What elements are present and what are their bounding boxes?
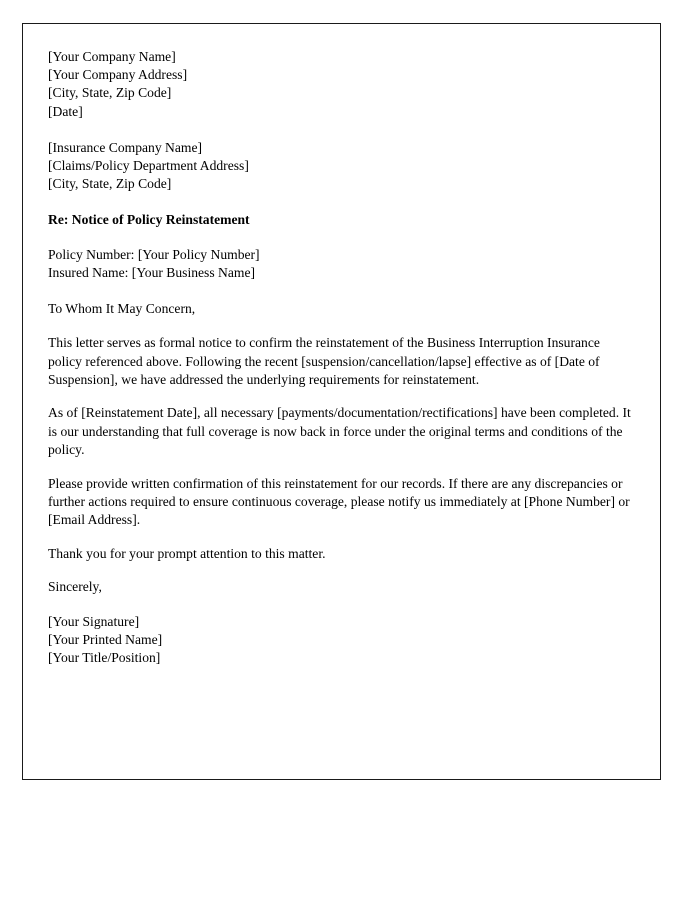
policy-number-line: Policy Number: [Your Policy Number] — [48, 246, 260, 262]
sender-company-name: [Your Company Name] — [48, 49, 176, 64]
sender-city-state-zip: [City, State, Zip Code] — [48, 85, 172, 101]
recipient-city-state-zip: [City, State, Zip Code] — [48, 176, 172, 192]
title-position-placeholder: [Your Title/Position] — [48, 649, 161, 665]
body-paragraph-1: This letter serves as formal notice to confirm the reinstatement of the Business Interruption Insurance policy referenced above. Following the recent [suspension/cancellation/lapse] effective as of [Date of Suspension], we have addressed the underlying requirements for reinstatement. — [48, 335, 600, 388]
signature-block — [48, 613, 636, 668]
closing-thanks-paragraph: Thank you for your prompt attention to this matter. — [48, 545, 326, 561]
recipient-department-address: [Claims/Policy Department Address] — [48, 158, 249, 174]
signature-placeholder: [Your Signature] — [48, 613, 140, 629]
body-paragraph-2: As of [Reinstatement Date], all necessary [payments/documentation/rectifications] have been completed. It is our understanding that full coverage is now back in force under the original terms and conditions of the policy. — [48, 405, 631, 458]
recipient-address-block — [48, 139, 636, 194]
page-border — [22, 23, 661, 780]
closing-salutation: Sincerely, — [48, 579, 102, 595]
printed-name-placeholder: [Your Printed Name] — [48, 631, 163, 647]
subject-line: Re: Notice of Policy Reinstatement — [48, 212, 250, 228]
recipient-company-name: [Insurance Company Name] — [48, 139, 203, 155]
sender-company-address: [Your Company Address] — [48, 67, 188, 83]
salutation: To Whom It May Concern, — [48, 301, 196, 317]
letter-date: [Date] — [48, 103, 83, 119]
sender-address-block — [48, 48, 636, 121]
policy-details-block — [48, 246, 636, 282]
letter-content — [48, 48, 636, 667]
body-paragraph-3: Please provide written confirmation of this reinstatement for our records. If there are any discrepancies or further actions required to ensure continuous coverage, please notify us immediately at [Phone Number] or [Email Address]. — [48, 475, 630, 528]
insured-name-line: Insured Name: [Your Business Name] — [48, 264, 256, 280]
